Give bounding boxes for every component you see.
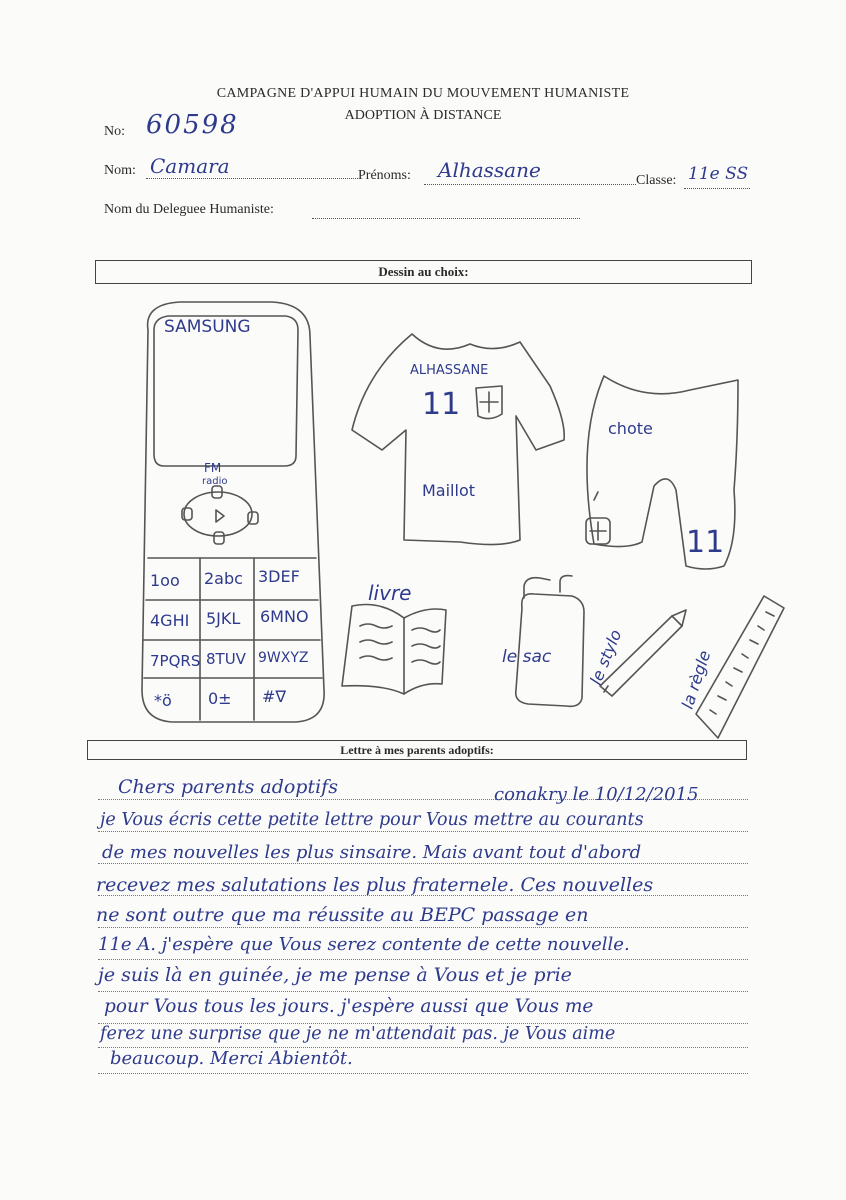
phone-key: 8TUV bbox=[206, 650, 246, 668]
letter-line: pour Vous tous les jours. j'espère aussi que Vous me bbox=[104, 996, 594, 1017]
no-value: 60598 bbox=[146, 110, 239, 140]
shorts-number-text: 11 bbox=[686, 525, 725, 560]
campaign-title: CAMPAGNE D'APPUI HUMAIN DU MOUVEMENT HUMANISTE bbox=[216, 86, 630, 101]
shirt-label-text: Maillot bbox=[422, 481, 476, 500]
nom-value: Camara bbox=[150, 154, 230, 178]
phone-key: 2abc bbox=[204, 569, 243, 588]
phone-key: 7PQRS bbox=[150, 652, 201, 670]
drawings-canvas bbox=[120, 290, 800, 750]
letter-line-guide bbox=[98, 926, 748, 928]
pen-label-text: le stylo bbox=[586, 626, 626, 688]
letter-line: je Vous écris cette petite lettre pour Vous mettre au courants bbox=[100, 810, 644, 830]
letter-line-guide bbox=[98, 958, 748, 960]
phone-key: 5JKL bbox=[206, 609, 241, 628]
phone-radio-text: radio bbox=[202, 476, 228, 487]
book-label-text: livre bbox=[368, 581, 412, 605]
letter-line-guide bbox=[98, 990, 748, 992]
letter-line: ferez une surprise que je ne m'attendait pas. je Vous aime bbox=[100, 1024, 616, 1044]
letter-line: recevez mes salutations les plus fraternele. Ces nouvelles bbox=[96, 874, 654, 896]
phone-brand-text: SAMSUNG bbox=[164, 317, 251, 337]
shirt-number-text: 11 bbox=[422, 387, 461, 422]
letter-line-guide bbox=[98, 1072, 748, 1074]
phone-key: #∇ bbox=[262, 687, 287, 706]
letter-line: ne sont outre que ma réussite au BEPC passage en bbox=[96, 904, 589, 926]
adoption-subtitle: ADOPTION À DISTANCE bbox=[344, 108, 502, 123]
letter-section-title: Lettre à mes parents adoptifs: bbox=[87, 740, 747, 760]
phone-key: 9WXYZ bbox=[258, 650, 309, 666]
book-drawing bbox=[342, 605, 446, 695]
letter-line: de mes nouvelles les plus sinsaire. Mais avant tout d'abord bbox=[102, 842, 642, 863]
ruler-label-text: la règle bbox=[677, 648, 715, 712]
phone-key: 3DEF bbox=[258, 567, 300, 586]
letter-line: beaucoup. Merci Abientôt. bbox=[110, 1048, 353, 1069]
letter-greeting: Chers parents adoptifs bbox=[118, 776, 338, 798]
letter-line: je suis là en guinée, je me pense à Vous et je prie bbox=[98, 964, 572, 986]
phone-key: 1oo bbox=[150, 571, 180, 590]
prenoms-label: Prénoms: bbox=[358, 168, 411, 183]
classe-label: Classe: bbox=[636, 173, 677, 188]
classe-value: 11e SS bbox=[688, 164, 749, 184]
phone-key: 4GHI bbox=[150, 611, 190, 630]
bag-label-text: le sac bbox=[502, 647, 552, 667]
letter-place-date: conakry le 10/12/2015 bbox=[494, 784, 699, 805]
phone-key: *ö bbox=[154, 691, 172, 710]
prenoms-value: Alhassane bbox=[438, 158, 541, 182]
letter-line: 11e A. j'espère que Vous serez contente de cette nouvelle. bbox=[98, 934, 630, 955]
delegue-label: Nom du Deleguee Humaniste: bbox=[104, 202, 274, 217]
phone-key: 6MNO bbox=[260, 607, 309, 626]
shorts-label-text: chote bbox=[608, 419, 653, 438]
letter-line-guide bbox=[98, 830, 748, 832]
phone-key: 0± bbox=[208, 689, 232, 708]
no-label: No: bbox=[104, 124, 125, 139]
phone-fm-text: FM bbox=[204, 461, 222, 475]
nom-label: Nom: bbox=[104, 163, 136, 178]
delegue-dotted-line bbox=[312, 204, 580, 219]
drawing-section-title: Dessin au choix: bbox=[95, 260, 752, 284]
shirt-name-text: ALHASSANE bbox=[410, 363, 489, 378]
bag-drawing bbox=[516, 576, 584, 707]
